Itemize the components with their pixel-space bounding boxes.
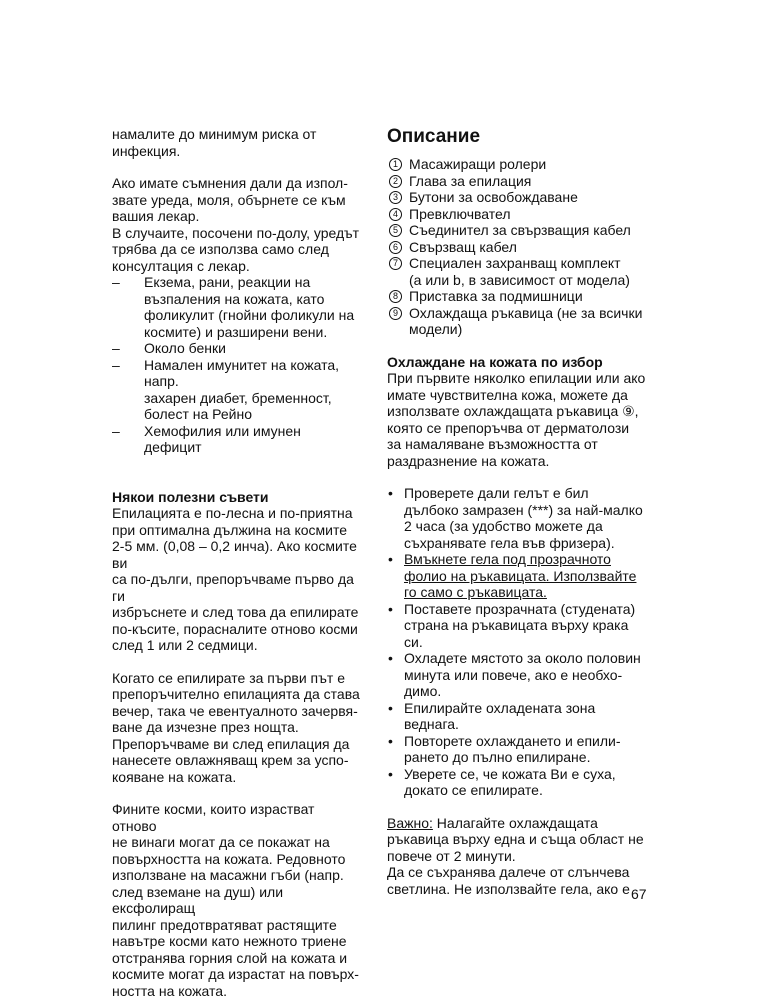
part-item: 5 Съединител за свързващия кабел [387, 222, 652, 239]
part-item: 3 Бутони за освобождаване [387, 189, 652, 206]
condition-item: – Около бенки [112, 340, 362, 357]
part-item: 7 Специален захранващ комплект (a или b, в зависимост от модела) [387, 255, 652, 288]
cooling-step: • Вмъкнете гела под прозрачното фолио на ръкавицата. Използвайте го само с ръкавицата. [387, 551, 652, 601]
part-number-badge: 6 [389, 241, 402, 254]
storage-note: Да се съхранява далече от слънчева светлина. Не използвайте гела, ако е [387, 864, 630, 897]
description-heading: Описание [387, 126, 481, 147]
tips-paragraph-3: Фините косми, които израстват отново не винаги могат да се покажат на повърхността на кожата. Редовното използване на масажни гъби (напр. след вземане на душ) или ексфолиращ пилинг предотвратяват растящите навътре косми като нежното триене отстранява горния слой на кожата и космите могат да израстат на повърх- ността на кожата. [112, 801, 359, 999]
condition-item: – Намален имунитет на кожата, напр. захарен диабет, бременност, болест на Рейно [112, 357, 362, 423]
cooling-step: • Поставете прозрачната (студената) страна на ръкавицата върху крака си. [387, 601, 652, 651]
condition-item: – Екзема, рани, реакции на възпаления на кожата, като фоликулит (гнойни фоликули на космите) и разширени вени. [112, 274, 362, 340]
cooling-steps-list [387, 485, 652, 799]
right-column [387, 126, 652, 897]
part-number-badge: 3 [389, 191, 402, 204]
cooling-paragraph: При първите няколко епилации или ако имате чувствителна кожа, можете да използвате охлаждащата ръкавица ⑨, която се препоръчва от дерматолози за намаляване възможността от раздразнение на кожата. [387, 370, 646, 469]
cooling-step: • Повторете охлаждането и епили- рането до пълно епилиране. [387, 733, 652, 766]
cooling-step: • Проверете дали гелът е бил дълбоко замразен (***) за най-малко 2 часа (за удобство можете да съхранявате гела във фризера). [387, 485, 652, 551]
conditions-list [112, 274, 362, 456]
parts-list [387, 156, 652, 338]
tips-paragraph-2: Когато се епилирате за първи път е препоръчително епилацията да става вечер, така че евентуалното зачервя- ване да изчезне през нощта. Препоръчваме ви след епилация да нанесете овлажняващ крем за успо- кояване на кожата. [112, 669, 360, 785]
condition-item: – Хемофилия или имунен дефицит [112, 423, 362, 456]
part-item: 1 Масажиращи ролери [387, 156, 652, 173]
part-number-badge: 1 [389, 158, 402, 171]
tips-heading: Някои полезни съвети [112, 488, 269, 505]
cooling-step: • Уверете се, че кожата Ви е суха, докато се епилирате. [387, 766, 652, 799]
part-item: 4 Превключвател [387, 206, 652, 223]
tips-paragraph-1: Епилацията е по-лесна и по-приятна при оптимална дължина на космите 2-5 мм. (0,08 – 0,2 инча). Ако космите ви са по-дълги, препоръчваме първо да ги избръснете и след това да епилирате по-късите, порасналите отново косми след 1 или 2 седмици. [112, 505, 359, 653]
left-column [112, 126, 362, 999]
cooling-heading: Охлаждане на кожата по избор [387, 353, 603, 370]
part-number-badge: 7 [389, 257, 402, 270]
part-number-badge: 5 [389, 224, 402, 237]
part-number-badge: 8 [389, 290, 402, 303]
part-item: 9 Охлаждаща ръкавица (не за всички модели) [387, 305, 652, 338]
important-text: Налагайте охлаждащата ръкавица върху една и съща област не повече от 2 минути. [387, 814, 644, 864]
cases-paragraph: В случаите, посочени по-долу, уредът трябва да се използва само след консултация с лекар. [112, 224, 359, 274]
part-item: 2 Глава за епилация [387, 173, 652, 190]
part-item: 8 Приставка за подмишници [387, 288, 652, 305]
doubts-paragraph: Ако имате съмнения дали да изпол- звате уреда, моля, обърнете се към вашия лекар. [112, 175, 348, 224]
part-item: 6 Свързващ кабел [387, 239, 652, 256]
cooling-step: • Епилирайте охладената зона веднага. [387, 700, 652, 733]
cooling-step: • Охладете мястото за около половин минута или повече, ако е необхо- димо. [387, 650, 652, 700]
part-number-badge: 2 [389, 175, 402, 188]
part-number-badge: 4 [389, 208, 402, 221]
important-label: Важно: [387, 814, 433, 831]
page-number: 67 [631, 886, 647, 902]
part-number-badge: 9 [389, 307, 402, 320]
important-note [387, 815, 652, 865]
intro-paragraph: намалите до минимум риска от инфекция. [112, 126, 317, 159]
